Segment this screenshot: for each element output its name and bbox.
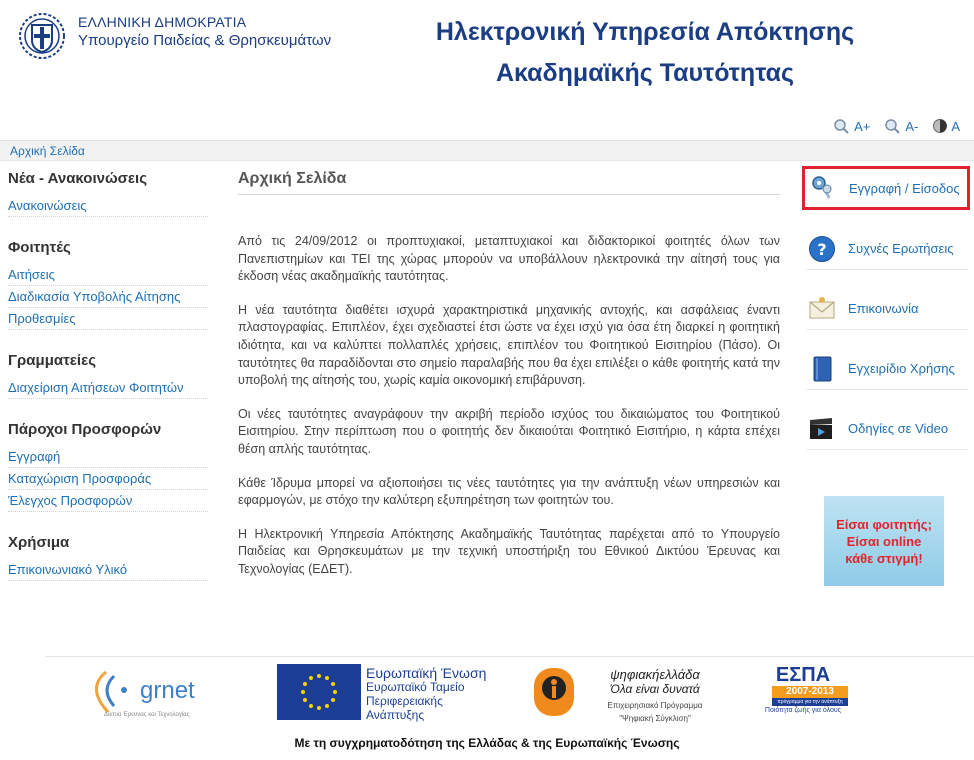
sidebar-item-manage-applications[interactable]: Διαχείριση Αιτήσεων Φοιτητών xyxy=(8,377,208,399)
espa-bottom: Ποιότητα ζωής για όλους xyxy=(764,707,842,714)
sidebar-item-offer-check[interactable]: Έλεγχος Προσφορών xyxy=(8,490,208,512)
login-register-label: Εγγραφή / Είσοδος xyxy=(849,180,960,196)
banner-line2: Είσαι online xyxy=(846,533,922,549)
sidebar-item-applications[interactable]: Αιτήσεις xyxy=(8,264,208,286)
espa-logo[interactable] xyxy=(758,664,848,720)
main-content xyxy=(238,170,780,579)
manual-label: Εγχειρίδιο Χρήσης xyxy=(848,361,955,376)
eu-line4: Ανάπτυξης xyxy=(366,708,425,722)
page-title: Αρχική Σελίδα xyxy=(238,170,780,195)
paragraph-3: Οι νέες ταυτότητες αναγράφουν την ακριβή περίοδο ισχύος του δικαιώματος του Φοιτητικού Εισιτηρίου. Στην περίπτωση που ο φοιτητής δεν δικαιούται Φοιτητικό Εισιτήριο, η κάρτα επέχει θέση απλής ταυτότητας. xyxy=(238,406,780,456)
digital-greece-slogan: Όλα είναι δυνατά xyxy=(610,682,700,696)
sidebar-item-provider-registration[interactable]: Εγγραφή xyxy=(8,446,208,468)
espa-title: ΕΣΠΑ xyxy=(775,664,831,686)
header xyxy=(0,0,974,140)
footer-divider xyxy=(46,656,974,657)
gov-line1: ΕΛΛΗΝΙΚΗ ΔΗΜΟΚΡΑΤΙΑ xyxy=(78,14,247,30)
faq-label: Συχνές Ερωτήσεις xyxy=(848,241,954,256)
espa-years: 2007-2013 xyxy=(772,686,848,698)
providers-section-title: Πάροχοι Προσφορών xyxy=(8,421,162,438)
breadcrumb-home-link[interactable]: Αρχική Σελίδα xyxy=(10,144,85,158)
contact-link[interactable] xyxy=(806,288,968,330)
contrast-button[interactable] xyxy=(932,118,960,134)
sidebar-item-deadlines[interactable]: Προθεσμίες xyxy=(8,308,208,330)
video-guide-link[interactable] xyxy=(806,408,968,450)
eu-line2: Ευρωπαϊκό Ταμείο xyxy=(366,680,465,694)
greek-coat-of-arms-icon xyxy=(18,12,66,60)
book-icon xyxy=(808,355,836,383)
digital-greece-icon xyxy=(532,664,576,720)
manual-link[interactable] xyxy=(806,348,968,390)
student-online-banner[interactable] xyxy=(824,496,944,586)
font-decrease-button[interactable] xyxy=(884,118,918,134)
login-register-link[interactable] xyxy=(802,166,970,210)
font-increase-label: A+ xyxy=(854,118,871,134)
sidebar-item-application-process[interactable]: Διαδικασία Υποβολής Αίτησης xyxy=(8,286,208,308)
breadcrumb xyxy=(0,140,974,161)
magnifier-plus-icon xyxy=(833,118,851,134)
keys-icon xyxy=(809,174,837,202)
banner-line1: Είσαι φοιτητής; xyxy=(836,516,932,532)
contrast-label: A xyxy=(951,118,960,134)
sidebar-item-announcements[interactable]: Ανακοινώσεις xyxy=(8,195,208,217)
left-sidebar xyxy=(8,170,208,581)
svg-text:?: ? xyxy=(817,239,827,259)
site-title xyxy=(370,12,920,94)
news-section-title: Νέα - Ανακοινώσεις xyxy=(8,170,147,187)
site-title-line2: Ακαδημαϊκής Ταυτότητας xyxy=(495,59,795,87)
video-clapper-icon xyxy=(808,415,836,443)
useful-section-title: Χρήσιμα xyxy=(8,534,70,551)
eu-line1: Ευρωπαϊκή Ένωση xyxy=(366,665,487,681)
eu-text xyxy=(366,666,486,722)
digital-greece-sub1: Επιχειρησιακό Πρόγραμμα xyxy=(607,701,703,710)
grnet-logo[interactable] xyxy=(84,664,246,720)
video-guide-label: Οδηγίες σε Video xyxy=(848,421,949,436)
paragraph-1: Από τις 24/09/2012 οι προπτυχιακοί, μεταπτυχιακοί και διδακτορικοί φοιτητές όλων των Πανεπιστημίων και ΤΕΙ της χώρας μπορούν να υποβάλλουν ηλεκτρονικά την αίτησή τους για έκδοση νέας ακαδημαϊκής ταυτότητας. xyxy=(238,234,780,284)
sidebar-item-communication-material[interactable]: Επικοινωνιακό Υλικό xyxy=(8,559,208,581)
funding-text: Με τη συγχρηματοδότηση της Ελλάδας & της Ευρωπαϊκής Ένωσης xyxy=(294,736,680,750)
banner-line3: κάθε στιγμή! xyxy=(845,550,923,566)
digital-greece-sub2: "Ψηφιακή Σύγκλιση" xyxy=(619,714,691,723)
eu-line3: Περιφερειακής xyxy=(366,694,443,708)
contrast-icon xyxy=(932,118,948,134)
paragraph-2: Η νέα ταυτότητα διαθέτει ισχυρά χαρακτηριστικά μηχανικής αντοχής, και ασφάλειας έναντι πλαστογραφίας. Επιπλέον, έχει σχεδιαστεί έτσι ώστε να έχει ισχύ για όσα έτη διαρκεί η φοιτητική ιδιότητα, και να καλύπτει πολλαπλές χρήσεις, επιπλέον του Φοιτητικού Εισιτηρίου (Πάσο). Οι ταυτότητες θα παραδίδονται στο σημείο παραλαβής που θα έχει επιλέξει ο κάθε φοιτητής κατά την υποβολή της αίτησής του, χωρίς καμία οικονομική επιβάρυνση. xyxy=(238,302,780,388)
font-decrease-label: A- xyxy=(905,118,919,134)
question-icon xyxy=(808,235,836,263)
grnet-wordmark: grnet xyxy=(140,677,195,704)
contact-label: Επικοινωνία xyxy=(848,301,919,316)
gov-line2: Υπουργείο Παιδείας & Θρησκευμάτων xyxy=(78,32,332,49)
sidebar-item-offer-submission[interactable]: Καταχώριση Προσφοράς xyxy=(8,468,208,490)
ministry-text xyxy=(78,14,331,49)
secretariats-section-title: Γραμματείες xyxy=(8,352,96,369)
students-section-title: Φοιτητές xyxy=(8,239,71,256)
right-sidebar xyxy=(806,166,968,566)
site-title-line1: Ηλεκτρονική Υπηρεσία Απόκτησης xyxy=(435,18,855,46)
sponsor-logos xyxy=(0,664,974,724)
paragraph-4: Κάθε Ίδρυμα μπορεί να αξιοποιήσει τις νέες ταυτότητες για την ανάπτυξη νέων υπηρεσιών και εφαρμογών, με στόχο την καλύτερη εξυπηρέτηση των φοιτητών του. xyxy=(238,475,780,508)
grnet-tagline: Δίκτυα Έρευνας και Τεχνολογίας xyxy=(104,712,190,718)
eu-flag-icon xyxy=(277,664,361,720)
espa-tag: πρόγραμμα για την ανάπτυξη xyxy=(772,698,848,706)
paragraph-5: Η Ηλεκτρονική Υπηρεσία Απόκτησης Ακαδημαϊκής Ταυτότητας παρέχεται από το Υπουργείο Παιδείας και Θρησκευμάτων με την τεχνική υποστήριξη του Εθνικού Δικτύου Έρευνας και Τεχνολογίας (ΕΔΕΤ). xyxy=(238,526,780,576)
envelope-icon xyxy=(808,295,836,323)
font-tools xyxy=(833,118,960,134)
faq-link[interactable] xyxy=(806,228,968,270)
font-increase-button[interactable] xyxy=(833,118,870,134)
digital-greece-title: ψηφιακήελλάδα xyxy=(610,667,700,682)
digital-greece-text xyxy=(580,668,730,725)
magnifier-minus-icon xyxy=(884,118,902,134)
